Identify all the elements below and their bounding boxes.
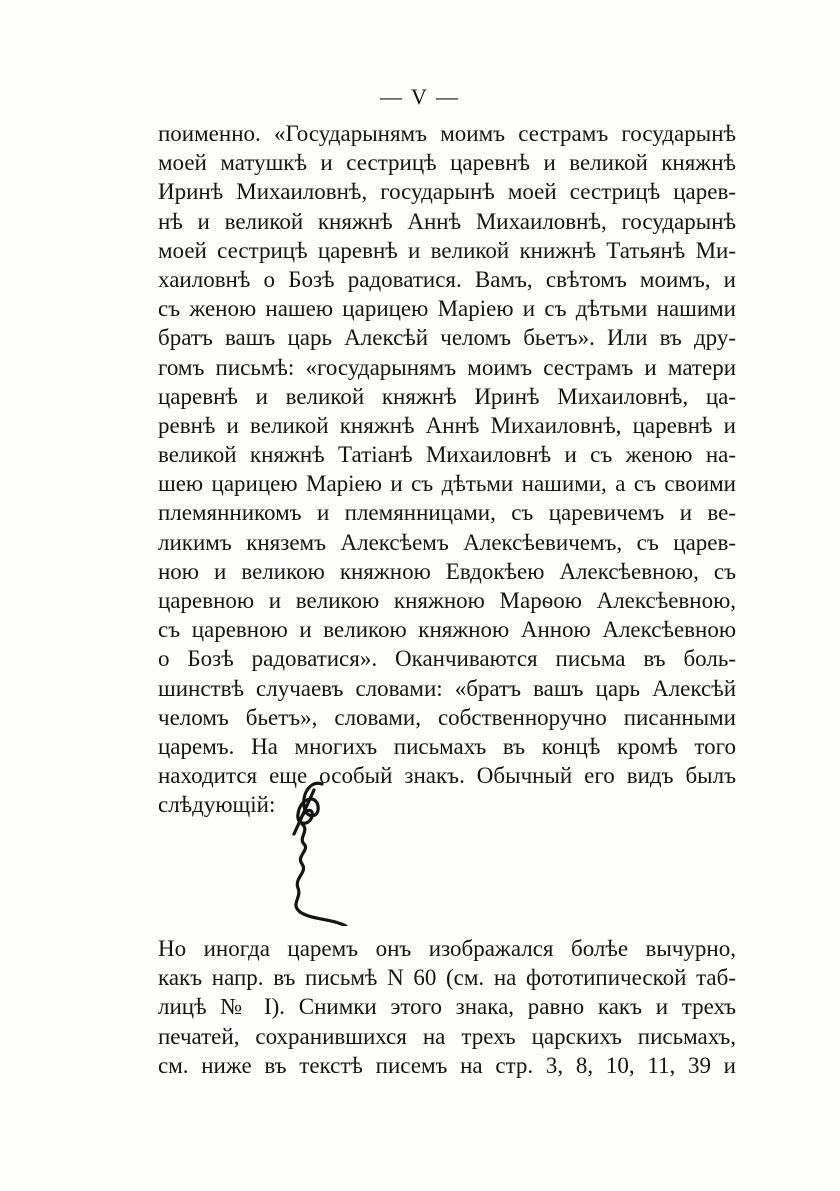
text-line: Иринѣ Михаиловнѣ, государынѣ моей сестрицѣ царев- bbox=[158, 179, 736, 205]
text-line: гомъ письмѣ: «государынямъ моимъ сестрамъ и матери bbox=[158, 354, 736, 380]
paragraph-2 bbox=[158, 934, 736, 1080]
text-line: моей матушкѣ и сестрицѣ царевнѣ и великой княжнѣ bbox=[158, 150, 736, 176]
text-line: хаиловнѣ о Бозѣ радоватися. Вамъ, свѣтомъ моимъ, и bbox=[158, 266, 736, 292]
text-line: съ женою нашею царицею Маріею и съ дѣтьми нашими bbox=[158, 296, 736, 322]
text-line: съ царевною и великою княжною Анною Алексѣевною bbox=[158, 617, 736, 643]
text-line: ревнѣ и великой княжнѣ Аннѣ Михаиловнѣ, царевнѣ и bbox=[158, 412, 736, 438]
text-line: челомъ бьетъ», словами, собственноручно писанными bbox=[158, 704, 736, 730]
text-line: слѣдующій: bbox=[158, 792, 276, 818]
text-line: царевнѣ и великой княжнѣ Иринѣ Михаиловнѣ, ца- bbox=[158, 383, 736, 409]
text-line: Но иногда царемъ онъ изображался болѣе вычурно, bbox=[158, 936, 736, 961]
text-line: шею царицею Маріею и съ дѣтьми нашими, а съ своими bbox=[158, 471, 736, 497]
text-line: поименно. «Государынямъ моимъ сестрамъ государынѣ bbox=[158, 121, 736, 146]
text-line: о Бозѣ радоватися». Оканчиваются письма въ боль- bbox=[158, 646, 736, 672]
text-line: царевною и великою княжною Марѳою Алексѣевною, bbox=[158, 588, 736, 613]
text-line: моей сестрицѣ царевнѣ и великой книжнѣ Татьянѣ Ми- bbox=[158, 237, 736, 263]
text-line: печатей, сохранившихся на трехъ царскихъ письмахъ, bbox=[158, 1023, 736, 1049]
text-line: братъ вашъ царь Алексѣй челомъ бьетъ». Или въ дру- bbox=[158, 325, 736, 351]
text-line: какъ напр. въ письмѣ N 60 (см. на фототипической таб- bbox=[158, 965, 736, 991]
text-line: царемъ. На многихъ письмахъ въ концѣ кромѣ того bbox=[158, 733, 736, 759]
text-line: находится еще особый знакъ. Обычный его видъ былъ bbox=[158, 763, 736, 789]
paragraph-1 bbox=[158, 119, 736, 820]
page-number: — V — bbox=[379, 84, 461, 109]
text-line: лицѣ № I). Снимки этого знака, равно какъ и трехъ bbox=[158, 994, 736, 1020]
text-line: ликимъ княземъ Алексѣемъ Алексѣевичемъ, съ царев- bbox=[158, 529, 736, 555]
text-line: нѣ и великой княжнѣ Аннѣ Михаиловнѣ, государынѣ bbox=[158, 208, 736, 234]
text-line: шинствѣ случаевъ словами: «братъ вашъ царь Алексѣй bbox=[158, 675, 736, 701]
text-line: ною и великою княжною Евдокѣею Алексѣевною, съ bbox=[158, 558, 736, 584]
text-line: великой княжнѣ Татіанѣ Михаиловнѣ и съ женою на- bbox=[158, 442, 736, 468]
text-line: племянникомъ и племянницами, съ царевичемъ и ве- bbox=[158, 500, 736, 526]
tsar-signature-mark bbox=[276, 776, 356, 926]
text-line: см. ниже въ текстѣ писемъ на стр. 3, 8, 10, 11, 39 и bbox=[158, 1052, 736, 1078]
